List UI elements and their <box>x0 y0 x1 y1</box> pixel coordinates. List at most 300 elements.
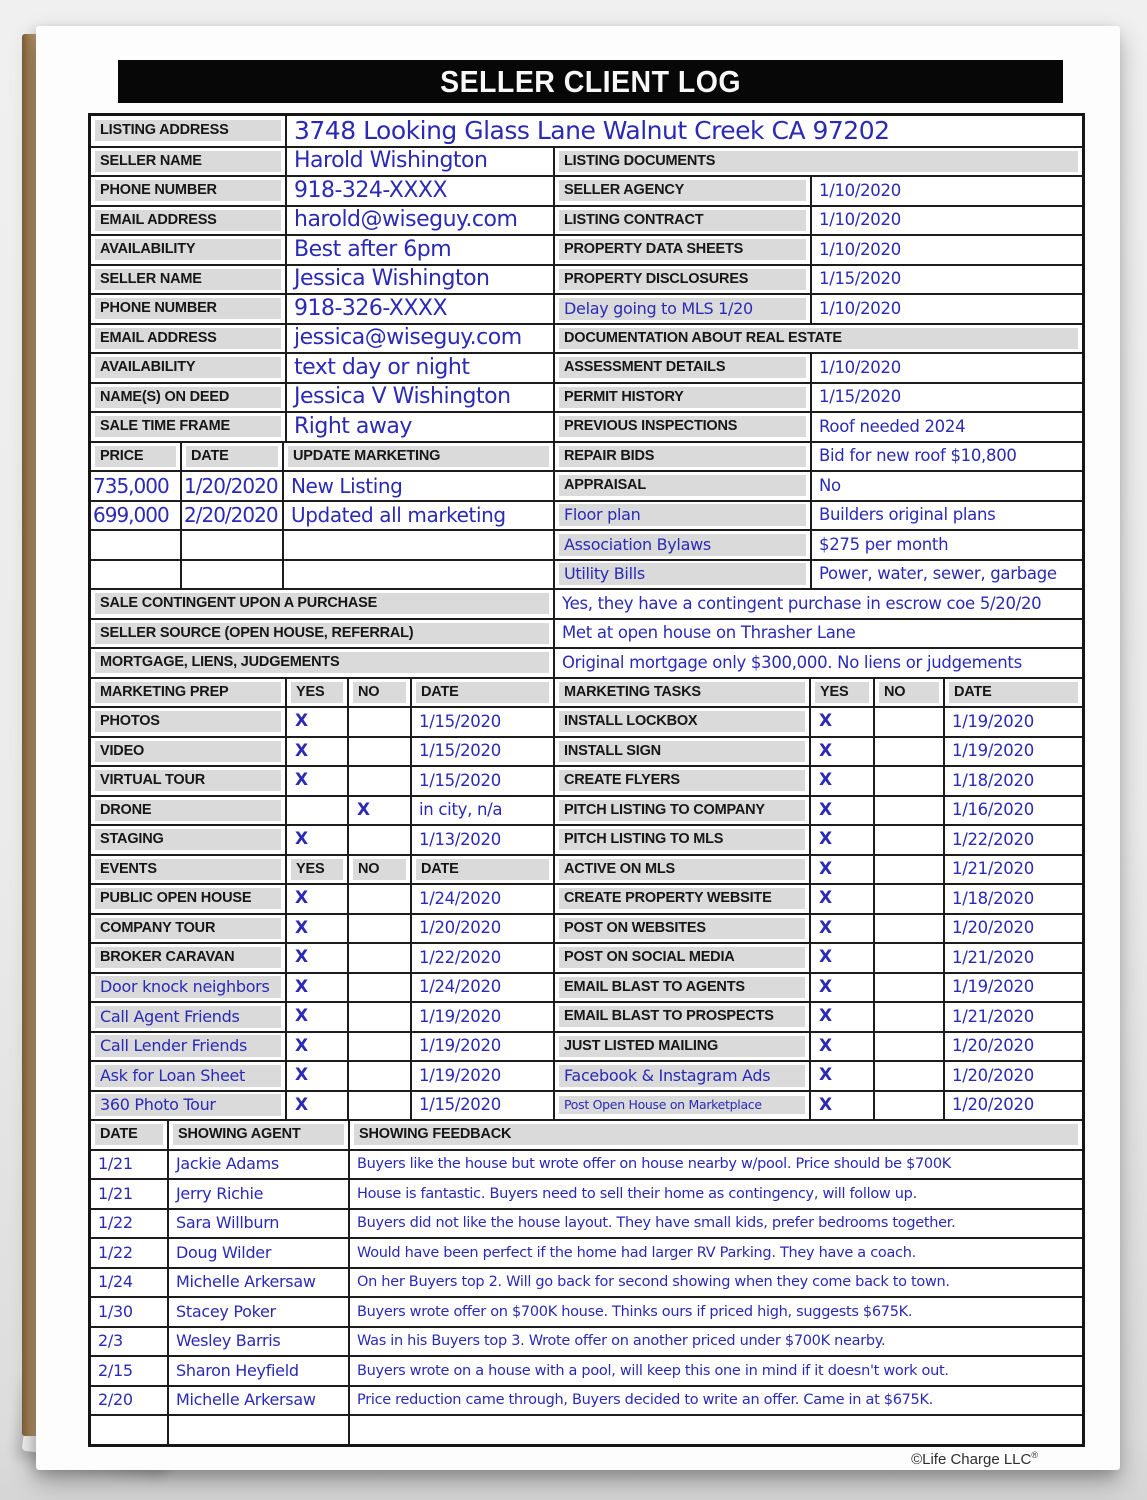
label-cell <box>91 384 285 412</box>
price-row <box>91 500 1082 530</box>
feedback-cell <box>348 1180 1082 1208</box>
task-label: 360 Photo Tour <box>95 1094 281 1116</box>
field-value: Roof needed 2024 <box>819 416 966 436</box>
date-cell <box>943 915 1082 943</box>
column-header: PRICE <box>95 446 176 467</box>
info-row <box>91 293 1082 323</box>
label-cell <box>553 561 810 589</box>
check-x: X <box>295 976 309 997</box>
task-label: CREATE PROPERTY WEBSITE <box>559 888 805 909</box>
price-cell <box>91 561 180 589</box>
task-label: DRONE <box>95 800 281 821</box>
field-label: Utility Bills <box>559 563 806 585</box>
task-date: 1/21/2020 <box>952 1006 1034 1026</box>
yes-cell <box>285 826 347 854</box>
column-header: NO <box>353 859 406 880</box>
field-label: Association Bylaws <box>559 534 806 556</box>
agent-cell <box>167 1180 348 1208</box>
date-cell <box>91 1269 167 1297</box>
agent-cell <box>167 1416 348 1444</box>
label-cell <box>553 266 810 294</box>
check-x: X <box>819 770 833 791</box>
showing-agent: Sara Willburn <box>176 1213 280 1233</box>
field-label: SELLER AGENCY <box>559 180 806 201</box>
feedback-cell <box>348 1239 1082 1267</box>
field-value: Bid for new roof $10,800 <box>819 446 1017 465</box>
price-value: 735,000 <box>93 473 169 498</box>
field-label: SELLER SOURCE (OPEN HOUSE, REFERRAL) <box>95 623 549 644</box>
date-cell <box>943 797 1082 825</box>
agent-cell <box>167 1328 348 1356</box>
date-cell <box>410 1092 553 1120</box>
check-x: X <box>295 770 309 791</box>
yes-cell <box>285 797 347 825</box>
check-x: X <box>819 1094 833 1115</box>
value-cell <box>285 148 553 176</box>
task-label: VIRTUAL TOUR <box>95 770 281 791</box>
date-cell <box>943 1003 1082 1031</box>
task-label: VIDEO <box>95 741 281 762</box>
task-label: PHOTOS <box>95 711 281 732</box>
info-row <box>91 175 1082 205</box>
field-label: PROPERTY DATA SHEETS <box>559 239 806 260</box>
no-cell <box>347 885 410 913</box>
field-value: 1/10/2020 <box>819 210 901 229</box>
yes-cell <box>809 974 873 1002</box>
field-label: EMAIL ADDRESS <box>95 210 281 231</box>
yes-cell <box>285 915 347 943</box>
task-date: 1/15/2020 <box>419 1095 501 1114</box>
no-cell <box>347 1092 410 1120</box>
label-cell <box>553 177 810 205</box>
notepad-page <box>36 26 1120 1470</box>
task-label: ACTIVE ON MLS <box>559 859 805 880</box>
full-width-row <box>91 588 1082 618</box>
marketing-row <box>91 883 1082 913</box>
value-cell <box>553 590 1082 618</box>
column-header: MARKETING PREP <box>95 682 281 703</box>
check-x: X <box>819 976 833 997</box>
field-value: No <box>819 475 841 495</box>
date-cell <box>943 974 1082 1002</box>
task-label-cell <box>553 1003 809 1031</box>
date-cell <box>410 885 553 913</box>
price-date: 2/20/2020 <box>184 503 278 528</box>
column-header: NO <box>353 682 406 703</box>
label-cell <box>553 354 810 382</box>
check-x: X <box>819 888 833 909</box>
date-cell <box>91 1239 167 1267</box>
value-cell <box>810 236 1082 264</box>
field-value: jessica@wiseguy.com <box>294 325 522 351</box>
showing-date: 1/22 <box>98 1213 133 1233</box>
yes-cell <box>809 738 873 766</box>
column-header: DATE <box>95 1124 163 1145</box>
task-date: 1/20/2020 <box>952 1095 1034 1114</box>
label-cell <box>553 384 810 412</box>
check-x: X <box>295 740 309 761</box>
task-label-cell <box>553 1062 809 1090</box>
no-cell <box>873 1092 943 1120</box>
price-date: 1/20/2020 <box>184 473 278 498</box>
task-date: 1/19/2020 <box>419 1006 501 1026</box>
marketing-row <box>91 824 1082 854</box>
no-cell <box>873 856 943 884</box>
value-cell <box>282 502 553 530</box>
brand-footer <box>911 1450 1038 1468</box>
task-date: 1/21/2020 <box>952 859 1034 878</box>
task-label: EMAIL BLAST TO PROSPECTS <box>559 1006 805 1027</box>
column-header-cell <box>180 443 282 471</box>
no-cell <box>873 1033 943 1061</box>
showing-agent: Wesley Barris <box>176 1331 281 1351</box>
value-cell <box>553 620 1082 648</box>
column-header: DATE <box>949 682 1078 703</box>
field-label: SELLER NAME <box>95 151 281 172</box>
check-x: X <box>819 829 833 850</box>
info-row <box>91 382 1082 412</box>
showing-row <box>91 1267 1082 1297</box>
task-label: PITCH LISTING TO COMPANY <box>559 800 805 821</box>
task-label: PUBLIC OPEN HOUSE <box>95 888 281 909</box>
yes-cell <box>285 1003 347 1031</box>
no-cell <box>347 767 410 795</box>
field-value: Yes, they have a contingent purchase in escrow coe 5/20/20 <box>562 593 1042 613</box>
showing-row <box>91 1326 1082 1356</box>
showing-row <box>91 1178 1082 1208</box>
field-label: PROPERTY DISCLOSURES <box>559 269 806 290</box>
label-cell <box>91 148 285 176</box>
task-date: 1/19/2020 <box>419 1036 501 1055</box>
yes-cell <box>809 708 873 736</box>
field-value: 1/10/2020 <box>819 357 901 377</box>
date-cell <box>91 1416 167 1444</box>
marketing-header-row <box>91 677 1082 707</box>
task-label: CREATE FLYERS <box>559 770 805 791</box>
column-header: DATE <box>416 859 549 880</box>
task-label: JUST LISTED MAILING <box>559 1036 805 1057</box>
value-cell <box>810 443 1082 471</box>
label-cell <box>553 443 810 471</box>
field-value: Harold Wishington <box>294 148 488 174</box>
yes-cell <box>285 738 347 766</box>
yes-cell <box>285 944 347 972</box>
task-date: 1/15/2020 <box>419 711 501 731</box>
date-cell <box>943 1062 1082 1090</box>
marketing-update: New Listing <box>291 473 403 498</box>
task-date: 1/24/2020 <box>419 977 501 996</box>
date-cell <box>410 1033 553 1061</box>
no-cell <box>347 915 410 943</box>
marketing-row <box>91 1090 1082 1120</box>
info-row <box>91 411 1082 441</box>
field-label: SELLER NAME <box>95 269 281 290</box>
marketing-row <box>91 913 1082 943</box>
check-x: X <box>295 1006 309 1027</box>
check-x: X <box>295 829 309 850</box>
marketing-row <box>91 972 1082 1002</box>
field-value: 1/10/2020 <box>819 298 901 318</box>
no-cell <box>347 944 410 972</box>
task-label-cell <box>91 826 285 854</box>
value-cell <box>285 266 553 294</box>
marketing-row <box>91 706 1082 736</box>
check-x: X <box>295 1094 309 1115</box>
showing-row <box>91 1296 1082 1326</box>
showing-date: 2/3 <box>98 1331 123 1351</box>
yes-cell <box>809 1092 873 1120</box>
task-label: COMPANY TOUR <box>95 918 281 939</box>
task-date: 1/24/2020 <box>419 888 501 908</box>
field-value: 1/15/2020 <box>819 387 901 406</box>
date-cell <box>180 472 282 500</box>
label-cell <box>91 620 553 648</box>
value-cell <box>810 413 1082 441</box>
price-row <box>91 559 1082 589</box>
value-cell <box>810 502 1082 530</box>
label-cell <box>91 177 285 205</box>
task-label: Post Open House on Marketplace <box>559 1096 805 1114</box>
agent-cell <box>167 1239 348 1267</box>
no-cell <box>347 1003 410 1031</box>
column-header-cell <box>91 1121 167 1149</box>
value-cell <box>553 649 1082 677</box>
task-date: 1/20/2020 <box>952 1036 1034 1055</box>
feedback-cell <box>348 1298 1082 1326</box>
label-cell <box>553 502 810 530</box>
yes-cell <box>285 1033 347 1061</box>
task-date: 1/19/2020 <box>952 977 1034 996</box>
check-x: X <box>295 711 309 732</box>
yes-cell <box>809 885 873 913</box>
showing-agent: Doug Wilder <box>176 1242 272 1262</box>
field-label: AVAILABILITY <box>95 239 281 260</box>
showing-agent: Jackie Adams <box>176 1154 279 1174</box>
field-value: 1/10/2020 <box>819 239 901 259</box>
agent-cell <box>167 1298 348 1326</box>
task-label-cell <box>553 1092 809 1120</box>
check-x: X <box>819 1035 833 1056</box>
label-cell <box>91 590 553 618</box>
column-header: UPDATE MARKETING <box>288 446 549 467</box>
date-cell <box>410 1003 553 1031</box>
task-date: 1/22/2020 <box>952 829 1034 849</box>
marketing-row <box>91 1031 1082 1061</box>
yes-cell <box>809 1062 873 1090</box>
info-row <box>91 323 1082 353</box>
column-header: SHOWING FEEDBACK <box>354 1124 1078 1145</box>
date-cell <box>91 1328 167 1356</box>
field-label: AVAILABILITY <box>95 357 281 378</box>
task-label: BROKER CARAVAN <box>95 947 281 968</box>
label-cell <box>91 413 285 441</box>
task-label: Call Lender Friends <box>95 1035 281 1057</box>
check-x: X <box>295 888 309 909</box>
check-x: X <box>295 947 309 968</box>
field-label: PREVIOUS INSPECTIONS <box>559 416 806 437</box>
price-cell <box>91 502 180 530</box>
task-date: 1/22/2020 <box>419 947 501 967</box>
task-label-cell <box>553 944 809 972</box>
marketing-row <box>91 765 1082 795</box>
task-label: POST ON WEBSITES <box>559 918 805 939</box>
showing-date: 2/20 <box>98 1390 133 1410</box>
yes-cell <box>809 1033 873 1061</box>
date-cell <box>943 826 1082 854</box>
field-value: Power, water, sewer, garbage <box>819 564 1057 583</box>
no-cell <box>873 1062 943 1090</box>
showing-feedback: On her Buyers top 2. Will go back for second showing when they come back to town. <box>357 1274 950 1290</box>
no-cell <box>347 826 410 854</box>
no-cell <box>347 797 410 825</box>
value-cell <box>810 177 1082 205</box>
yes-cell <box>809 856 873 884</box>
field-value: 918-324-XXXX <box>294 177 448 203</box>
no-cell <box>873 767 943 795</box>
value-cell <box>810 531 1082 559</box>
check-x: X <box>819 1006 833 1027</box>
task-label: Call Agent Friends <box>95 1006 281 1028</box>
task-label-cell <box>91 974 285 1002</box>
column-header-cell <box>91 679 285 707</box>
task-label: INSTALL SIGN <box>559 741 805 762</box>
task-label-cell <box>553 797 809 825</box>
value-cell <box>810 207 1082 235</box>
no-cell <box>347 974 410 1002</box>
date-cell <box>943 708 1082 736</box>
task-date: 1/20/2020 <box>419 918 501 937</box>
column-header: EVENTS <box>95 859 281 880</box>
check-x: X <box>819 711 833 732</box>
date-cell <box>943 767 1082 795</box>
label-cell <box>91 649 553 677</box>
label-cell <box>91 354 285 382</box>
field-label: PHONE NUMBER <box>95 298 281 319</box>
showing-row <box>91 1237 1082 1267</box>
value-cell <box>282 531 553 559</box>
agent-cell <box>167 1357 348 1385</box>
full-width-row <box>91 647 1082 677</box>
date-cell <box>180 502 282 530</box>
task-label-cell <box>553 767 809 795</box>
task-label: PITCH LISTING TO MLS <box>559 829 805 850</box>
check-x: X <box>819 858 833 879</box>
column-header-cell <box>91 443 180 471</box>
check-x: X <box>819 947 833 968</box>
label-cell <box>553 472 810 500</box>
column-header-cell <box>348 1121 1082 1149</box>
task-label-cell <box>91 1092 285 1120</box>
no-cell <box>347 738 410 766</box>
field-value: 1/15/2020 <box>819 269 901 288</box>
task-date: 1/19/2020 <box>952 711 1034 731</box>
label-cell <box>553 295 810 323</box>
value-cell <box>285 384 553 412</box>
check-x: X <box>819 917 833 938</box>
task-date: 1/15/2020 <box>419 741 501 760</box>
no-cell <box>873 797 943 825</box>
no-cell <box>873 974 943 1002</box>
column-header: SHOWING AGENT <box>173 1124 344 1145</box>
showing-row <box>91 1149 1082 1179</box>
task-date: 1/20/2020 <box>952 1065 1034 1085</box>
column-header: YES <box>291 682 343 703</box>
column-header-cell <box>410 856 553 884</box>
task-label-cell <box>91 738 285 766</box>
label-cell <box>91 266 285 294</box>
marketing-row <box>91 795 1082 825</box>
value-cell <box>810 561 1082 589</box>
check-x: X <box>819 740 833 761</box>
column-header-cell <box>167 1121 348 1149</box>
date-cell <box>91 1357 167 1385</box>
showing-feedback: House is fantastic. Buyers need to sell their home as contingency, will follow up. <box>357 1185 917 1202</box>
price-value: 699,000 <box>93 503 169 528</box>
task-label-cell <box>91 1003 285 1031</box>
task-label-cell <box>553 1033 809 1061</box>
showing-feedback: Buyers wrote offer on $700K house. Thinks ours if priced high, suggests $675K. <box>357 1303 913 1320</box>
no-cell <box>347 708 410 736</box>
task-label-cell <box>553 826 809 854</box>
date-cell <box>410 1062 553 1090</box>
date-cell <box>91 1387 167 1415</box>
date-cell <box>180 531 282 559</box>
date-cell <box>91 1180 167 1208</box>
feedback-cell <box>348 1328 1082 1356</box>
showing-feedback: Buyers like the house but wrote offer on house nearby w/pool. Price should be $700K <box>357 1156 951 1172</box>
check-x: X <box>295 917 309 938</box>
field-label: Floor plan <box>559 504 806 526</box>
date-cell <box>91 1210 167 1238</box>
no-cell <box>347 1033 410 1061</box>
task-label-cell <box>553 885 809 913</box>
date-cell <box>91 1298 167 1326</box>
task-date: 1/15/2020 <box>419 770 501 790</box>
task-date: in city, n/a <box>419 800 503 819</box>
field-value: Jessica Wishington <box>294 266 490 292</box>
yes-cell <box>809 797 873 825</box>
value-cell <box>282 472 553 500</box>
task-label-cell <box>553 915 809 943</box>
value-cell <box>282 561 553 589</box>
info-row <box>91 234 1082 264</box>
info-row <box>91 352 1082 382</box>
label-cell <box>91 295 285 323</box>
marketing-row <box>91 736 1082 766</box>
price-row <box>91 441 1082 471</box>
showing-row <box>91 1385 1082 1415</box>
no-cell <box>873 826 943 854</box>
date-cell <box>943 944 1082 972</box>
yes-cell <box>285 885 347 913</box>
agent-cell <box>167 1210 348 1238</box>
task-date: 1/13/2020 <box>419 829 501 849</box>
column-header-cell <box>91 856 285 884</box>
section-header-cell <box>553 148 1082 176</box>
yes-cell <box>809 915 873 943</box>
task-date: 1/18/2020 <box>952 888 1034 908</box>
registered-mark: ® <box>1031 1450 1038 1460</box>
section-header: DOCUMENTATION ABOUT REAL ESTATE <box>559 328 1078 349</box>
field-label: NAME(S) ON DEED <box>95 387 281 408</box>
task-label-cell <box>91 885 285 913</box>
yes-cell <box>809 1003 873 1031</box>
task-label-cell <box>553 856 809 884</box>
price-cell <box>91 472 180 500</box>
task-label: Ask for Loan Sheet <box>95 1065 281 1087</box>
feedback-cell <box>348 1269 1082 1297</box>
date-cell <box>410 738 553 766</box>
